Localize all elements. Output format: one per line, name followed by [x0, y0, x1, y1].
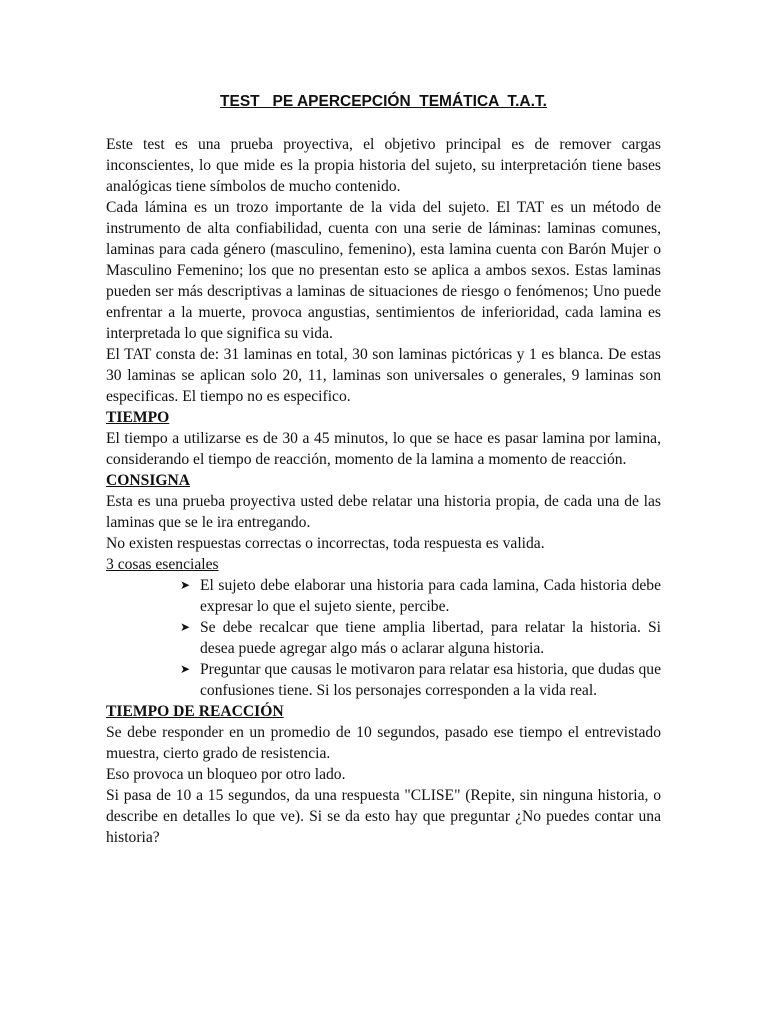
- consigna-heading: CONSIGNA: [106, 472, 191, 489]
- tiempo-reaccion-heading: TIEMPO DE REACCIÓN: [106, 703, 284, 720]
- consigna-paragraph-2: No existen respuestas correctas o incorrectas, toda respuesta es valida.: [106, 535, 545, 552]
- intro-paragraph-3: El TAT consta de: 31 laminas en total, 30 son laminas pictóricas y 1 es blanca. De estas 30 laminas se aplican solo 20, 11, laminas son universales o generales, 9 laminas son especificas. El tiempo no es especifico.: [106, 346, 661, 405]
- intro-paragraph-2: Cada lámina es un trozo importante de la vida del sujeto. El TAT es un método de instrumento de alta confiabilidad, cuenta con una serie de láminas: laminas comunes, laminas para cada género (masculino, femenino), esta lamina cuenta con Barón Mujer o Masculino Femenino; los que no presentan esto se aplica a ambos sexos. Estas laminas pueden ser más descriptivas a laminas de situaciones de riesgo o fenómenos; Uno puede enfrentar a la muerte, provoca angustias, sentimientos de inferioridad, cada lamina es interpretada lo que significa su vida.: [106, 199, 661, 342]
- list-item: [180, 659, 661, 701]
- consigna-paragraph-1: Esta es una prueba proyectiva usted debe relatar una historia propia, de cada una de las laminas que se le ira entregando.: [106, 493, 661, 531]
- essentials-list: [106, 575, 661, 701]
- intro-paragraph-1: Este test es una prueba proyectiva, el objetivo principal es de remover cargas inconscientes, lo que mide es la propia historia del sujeto, su interpretación tiene bases analógicas tiene símbolos de mucho contenido.: [106, 136, 661, 195]
- list-item-text: El sujeto debe elaborar una historia para cada lamina, Cada historia debe expresar lo que el sujeto siente, percibe.: [200, 577, 661, 615]
- tiempo-reaccion-paragraph-1: Se debe responder en un promedio de 10 segundos, pasado ese tiempo el entrevistado muestra, cierto grado de resistencia.: [106, 724, 661, 762]
- document-page: [106, 92, 661, 848]
- document-title: TEST PE APERCEPCIÓN TEMÁTICA T.A.T.: [220, 93, 547, 110]
- list-item-text: Se debe recalcar que tiene amplia libertad, para relatar la historia. Si desea puede agregar algo más o aclarar alguna historia.: [200, 619, 661, 657]
- arrow-bullet-icon: ➤: [180, 662, 191, 676]
- list-item-text: Preguntar que causas le motivaron para relatar esa historia, que dudas que confusiones tiene. Si los personajes corresponden a la vida real.: [200, 661, 661, 699]
- essentials-subheading: 3 cosas esenciales: [106, 556, 219, 573]
- tiempo-heading: TIEMPO: [106, 409, 170, 426]
- tiempo-reaccion-paragraph-2: Eso provoca un bloqueo por otro lado.: [106, 766, 346, 783]
- tiempo-reaccion-paragraph-3: Si pasa de 10 a 15 segundos, da una respuesta "CLISE" (Repite, sin ninguna historia, o describe en detalles lo que ve). Si se da esto hay que preguntar ¿No puedes contar una historia?: [106, 787, 661, 846]
- list-item: [180, 617, 661, 659]
- list-item: [180, 575, 661, 617]
- arrow-bullet-icon: ➤: [180, 620, 191, 634]
- arrow-bullet-icon: ➤: [180, 578, 191, 592]
- tiempo-paragraph: El tiempo a utilizarse es de 30 a 45 minutos, lo que se hace es pasar lamina por lamina, considerando el tiempo de reacción, momento de la lamina a momento de reacción.: [106, 430, 661, 468]
